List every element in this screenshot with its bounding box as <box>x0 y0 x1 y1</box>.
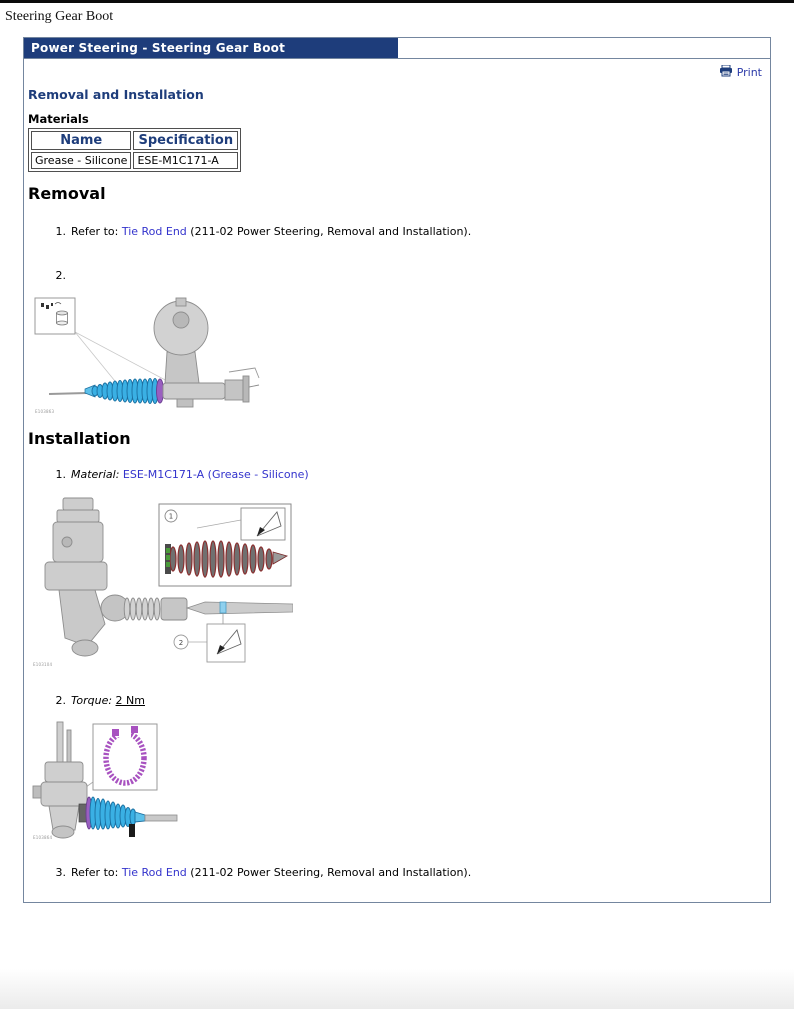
step-text <box>71 694 145 708</box>
step-text <box>71 468 309 482</box>
refer-to-label: Refer to: <box>71 866 122 879</box>
figure-boot-clamp <box>29 720 770 842</box>
step-number: 3. <box>55 866 66 879</box>
material-label: Material: <box>71 468 123 481</box>
tie-rod <box>145 815 177 821</box>
step-text <box>71 866 471 880</box>
materials-cell-name: Grease - Silicone <box>31 152 131 169</box>
tie-rod-end-link[interactable]: Tie Rod End <box>121 866 187 879</box>
figure-code: E103104 <box>33 662 53 667</box>
content-panel <box>23 37 771 903</box>
materials-table <box>28 128 241 172</box>
step-number: 1. <box>55 225 66 238</box>
tie-rod-end-link[interactable]: Tie Rod End <box>121 225 187 238</box>
clip-detail-inset <box>35 298 75 334</box>
grease-spot <box>220 602 226 613</box>
grease-callout <box>174 614 245 662</box>
boot-clamp-illustration <box>29 720 204 842</box>
clip-tool <box>129 824 135 837</box>
boot-gray <box>124 598 187 620</box>
removal-step-2 <box>48 269 770 283</box>
refer-to-suffix: (211-02 Power Steering, Removal and Installation). <box>186 866 472 879</box>
torque-label: Torque: <box>71 694 116 707</box>
gear-housing <box>45 498 129 656</box>
installation-heading: Installation <box>28 429 131 448</box>
installation-step-1 <box>48 468 770 482</box>
installation-step-3 <box>48 866 770 880</box>
print-row <box>24 59 770 79</box>
step-number: 1. <box>55 468 66 481</box>
removal-installation-heading: Removal and Installation <box>28 87 204 102</box>
print-label: Print <box>736 66 762 79</box>
top-divider <box>0 0 794 3</box>
removal-step-1 <box>48 225 770 239</box>
tie-rod <box>187 602 293 614</box>
figure-code: E103863 <box>35 409 55 414</box>
gear-housing <box>154 298 259 407</box>
refer-to-label: Refer to: <box>71 225 122 238</box>
print-button[interactable] <box>719 65 762 80</box>
materials-header-name: Name <box>31 131 131 150</box>
step-number: 2. <box>55 269 66 282</box>
refer-to-suffix: (211-02 Power Steering, Removal and Installation). <box>186 225 472 238</box>
materials-header-specification: Specification <box>133 131 238 150</box>
page-bottom-fade <box>0 969 794 1009</box>
callout-1-label: 1 <box>168 512 174 521</box>
boot-blue <box>92 379 164 404</box>
figure-code: E103864 <box>33 835 53 840</box>
page-title: Steering Gear Boot <box>5 9 114 24</box>
materials-cell-specification: ESE-M1C171-A <box>133 152 238 169</box>
boot-blue <box>86 797 145 830</box>
clamp-inset <box>93 724 157 790</box>
callout-2-label: 2 <box>178 639 184 647</box>
figure-steering-gear-removal <box>29 290 770 417</box>
installation-step-2 <box>48 694 770 708</box>
printer-icon <box>719 65 733 80</box>
torque-value: 2 Nm <box>115 694 145 707</box>
steering-gear-removal-illustration <box>29 290 261 417</box>
steering-gear-grease-illustration <box>29 496 293 670</box>
materials-heading: Materials <box>28 112 89 126</box>
materials-table-header-row <box>31 131 238 150</box>
boot-grease-inset <box>159 504 291 586</box>
material-spec-link[interactable]: ESE-M1C171-A (Grease - Silicone) <box>122 468 309 481</box>
step-text <box>71 225 471 239</box>
removal-heading: Removal <box>28 184 106 203</box>
section-header-title: Power Steering - Steering Gear Boot <box>24 38 398 58</box>
section-header-row <box>24 38 770 59</box>
table-row <box>31 152 238 169</box>
step-number: 2. <box>55 694 66 707</box>
figure-steering-gear-grease <box>29 496 770 670</box>
